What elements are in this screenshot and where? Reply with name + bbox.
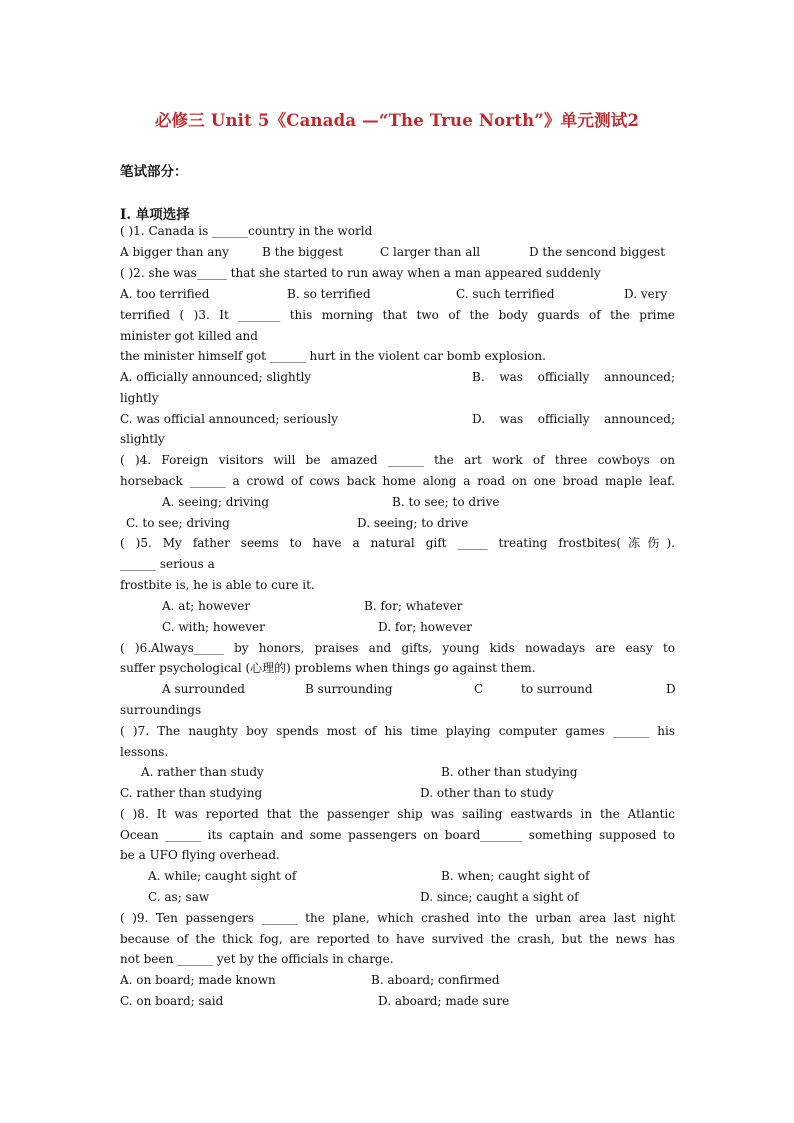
question-8-option-a: A. while; caught sight of [148, 869, 297, 883]
question-5-option-d: D. for; however [378, 620, 473, 634]
question-9-option-a: A. on board; made known [120, 973, 276, 987]
question-3-stem-line2: minister got killed and [120, 329, 258, 343]
question-7-option-b: B. other than studying [441, 765, 578, 779]
question-9-option-b: B. aboard; confirmed [371, 973, 500, 987]
question-3-option-d-wrap: slightly [120, 432, 165, 446]
question-7-stem-line2: lessons. [120, 745, 169, 759]
question-1-option-a: A bigger than any [120, 245, 229, 259]
question-4-stem-line2: horseback ______ a crowd of cows back home along a road on one broad maple leaf. [120, 474, 675, 488]
question-6-option-d-letter: D [666, 682, 676, 696]
question-8-option-d: D. since; caught a sight of [420, 890, 579, 904]
question-9-option-c: C. on board; said [120, 994, 224, 1008]
question-4-option-d: D. seeing; to drive [357, 516, 469, 530]
question-1-option-d: D the sencond biggest [529, 245, 666, 259]
question-2-option-b: B. so terrified [287, 287, 371, 301]
question-5-stem-line2: ______ serious a [120, 557, 215, 571]
question-6-option-b: B surrounding [305, 682, 393, 696]
question-3-stem-line3: the minister himself got ______ hurt in the violent car bomb explosion. [120, 349, 546, 363]
question-7-option-c: C. rather than studying [120, 786, 263, 800]
question-1-option-b: B the biggest [262, 245, 344, 259]
question-5-option-a: A. at; however [162, 599, 251, 613]
question-4-option-a: A. seeing; driving [162, 495, 270, 509]
question-3-option-d: D. was officially announced; [472, 412, 675, 426]
question-7-option-a: A. rather than study [141, 765, 264, 779]
question-1-stem: ( )1. Canada is ______country in the world [120, 224, 373, 238]
question-8-stem-line3: be a UFO flying overhead. [120, 848, 280, 862]
question-2-option-d: D. very [624, 287, 668, 301]
question-8-stem-line1: ( )8. It was reported that the passenger ship was sailing eastwards in the Atlantic [120, 807, 675, 821]
question-3-stem-line1: terrified ( )3. It _______ this morning that two of the body guards of the prime [120, 308, 675, 322]
question-2-option-a: A. too terrified [120, 287, 210, 301]
question-6-stem-line1: ( )6.Always_____ by honors, praises and gifts, young kids nowadays are easy to [120, 641, 675, 655]
question-5-option-b: B. for; whatever [364, 599, 463, 613]
question-3-option-b-wrap: lightly [120, 391, 159, 405]
question-7-stem-line1: ( )7. The naughty boy spends most of his time playing computer games ______ his [120, 724, 675, 738]
section-heading-multiple-choice: I. 单项选择 [120, 207, 190, 223]
question-5-stem-line3: frostbite is, he is able to cure it. [120, 578, 315, 592]
question-8-stem-line2: Ocean ______ its captain and some passengers on board_______ something supposed to [120, 828, 675, 842]
question-9-option-d: D. aboard; made sure [378, 994, 510, 1008]
question-8-option-c: C. as; saw [148, 890, 210, 904]
question-4-option-c: C. to see; driving [126, 516, 230, 530]
question-1-option-c: C larger than all [380, 245, 481, 259]
question-6-option-a: A surrounded [162, 682, 245, 696]
question-9-stem-line3: not been ______ yet by the officials in charge. [120, 952, 394, 966]
question-8-option-b: B. when; caught sight of [441, 869, 590, 883]
page-title: 必修三 Unit 5《Canada —“The True North”》单元测试2 [154, 111, 640, 130]
question-5-option-c: C. with; however [162, 620, 265, 634]
question-3-option-c: C. was official announced; seriously [120, 412, 338, 426]
question-6-option-c: to surround [521, 682, 593, 696]
question-3-option-b: B. was officially announced; [472, 370, 675, 384]
section-heading-written: 笔试部分： [120, 164, 188, 180]
question-6-option-c-letter: C [474, 682, 484, 696]
question-9-stem-line1: ( )9. Ten passengers ______ the plane, which crashed into the urban area last night [120, 911, 675, 925]
question-6-stem-line2: suffer psychological (心理的) problems when things go against them. [120, 661, 536, 675]
question-3-option-a: A. officially announced; slightly [120, 370, 312, 384]
question-6-option-d: surroundings [120, 703, 202, 717]
question-5-stem-line1: ( )5. My father seems to have a natural gift _____ treating frostbites(冻伤). [120, 536, 675, 550]
question-2-stem: ( )2. she was_____ that she started to run away when a man appeared suddenly [120, 266, 601, 280]
question-4-stem-line1: ( )4. Foreign visitors will be amazed ______ the art work of three cowboys on [120, 453, 675, 467]
question-2-option-c: C. such terrified [456, 287, 555, 301]
question-9-stem-line2: because of the thick fog, are reported to have survived the crash, but the news has [120, 932, 675, 946]
question-7-option-d: D. other than to study [420, 786, 554, 800]
question-4-option-b: B. to see; to drive [392, 495, 500, 509]
